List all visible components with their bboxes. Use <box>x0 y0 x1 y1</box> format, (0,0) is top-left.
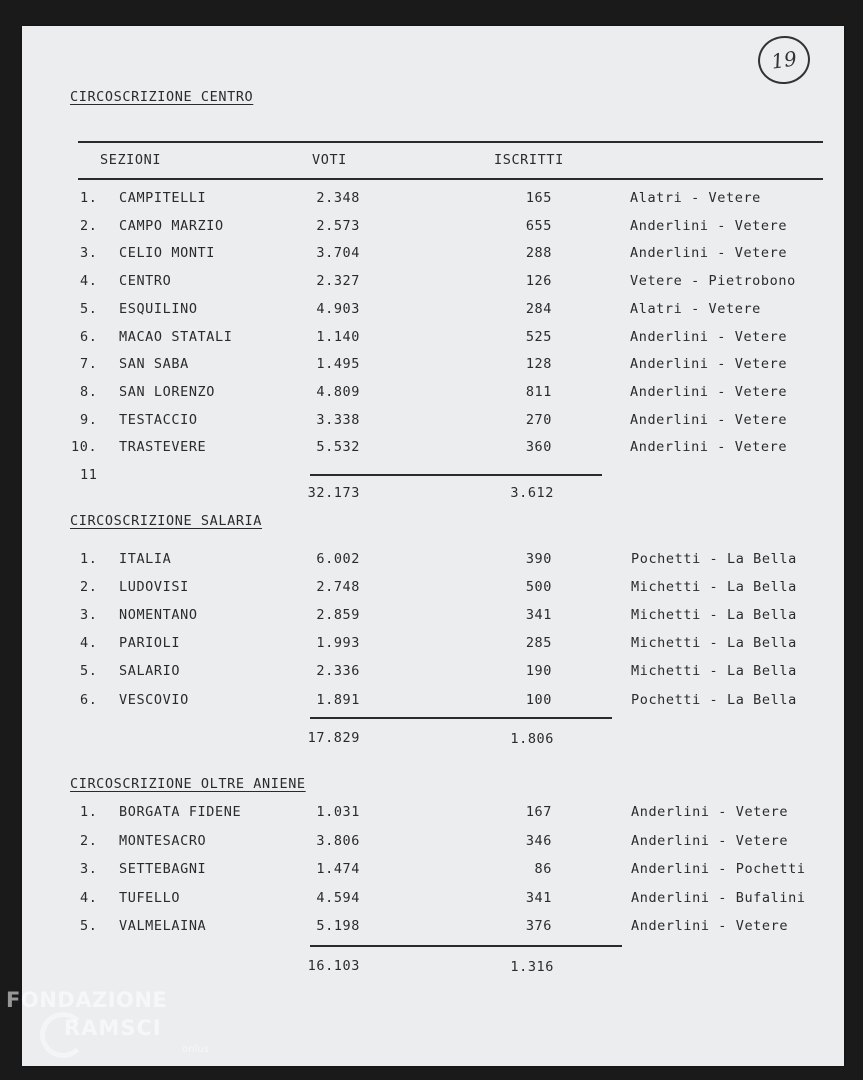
row-number: 11 <box>80 467 98 483</box>
iscritti-value: 167 <box>525 804 552 820</box>
candidates: Anderlini - Vetere <box>630 411 788 428</box>
voti-value: 4.594 <box>316 889 360 906</box>
voti-value: 2.327 <box>316 273 360 290</box>
candidates: Anderlini - Vetere <box>630 383 788 400</box>
total-rule <box>310 717 612 719</box>
candidates: Michetti - La Bella <box>631 579 797 596</box>
sezione-name: TUFELLO <box>119 889 181 906</box>
document-page <box>22 26 844 1066</box>
sezione-name: CAMPITELLI <box>119 190 207 206</box>
total-iscritti: 3.612 <box>510 485 554 501</box>
sezione-name: BORGATA FIDENE <box>119 804 242 820</box>
page-number: 19 <box>755 33 813 88</box>
voti-value: 1.474 <box>316 861 360 878</box>
iscritti-value: 126 <box>525 273 552 290</box>
logo-line-1: FONDAZIONE <box>6 988 168 1012</box>
candidates: Anderlini - Bufalini <box>631 889 806 906</box>
row-number: 4. <box>80 635 98 652</box>
total-voti: 17.829 <box>307 730 360 746</box>
candidates: Anderlini - Vetere <box>631 832 789 849</box>
sezione-name: TESTACCIO <box>119 411 198 428</box>
voti-value: 3.338 <box>316 411 360 428</box>
candidates: Anderlini - Vetere <box>631 918 789 935</box>
voti-value: 5.198 <box>316 918 360 935</box>
voti-value: 2.748 <box>316 579 360 596</box>
row-number: 3. <box>80 607 98 624</box>
sezione-name: MONTESACRO <box>119 832 207 849</box>
iscritti-value: 811 <box>525 383 552 400</box>
candidates: Michetti - La Bella <box>631 663 797 680</box>
sezione-name: NOMENTANO <box>119 607 198 624</box>
voti-value: 1.031 <box>316 804 360 820</box>
row-number: 3. <box>80 245 98 262</box>
sezione-name: CAMPO MARZIO <box>119 217 224 234</box>
iscritti-value: 525 <box>525 328 552 345</box>
voti-value: 5.532 <box>316 439 360 456</box>
sezione-name: PARIOLI <box>119 635 181 652</box>
candidates: Anderlini - Vetere <box>630 245 788 262</box>
sezione-name: SAN SABA <box>119 356 189 373</box>
iscritti-value: 288 <box>525 245 552 262</box>
voti-value: 6.002 <box>316 551 360 567</box>
iscritti-value: 341 <box>525 889 552 906</box>
row-number: 7. <box>80 356 98 373</box>
iscritti-value: 390 <box>525 551 552 567</box>
sezione-name: LUDOVISI <box>119 579 189 596</box>
iscritti-value: 360 <box>525 439 552 456</box>
total-rule <box>310 474 602 476</box>
sezione-name: SAN LORENZO <box>119 383 216 400</box>
row-number: 1. <box>80 804 98 820</box>
sezione-name: ITALIA <box>119 551 172 567</box>
voti-value: 3.704 <box>316 245 360 262</box>
row-number: 5. <box>80 663 98 680</box>
candidates: Pochetti - La Bella <box>631 691 797 708</box>
candidates: Pochetti - La Bella <box>631 551 797 567</box>
row-number: 6. <box>80 328 98 345</box>
column-header-iscritti: ISCRITTI <box>494 152 564 168</box>
logo-line-2: RAMSCI <box>64 1016 162 1040</box>
voti-value: 4.903 <box>316 300 360 317</box>
section-title-salaria: CIRCOSCRIZIONE SALARIA <box>70 513 263 529</box>
candidates: Anderlini - Vetere <box>630 328 788 345</box>
row-number: 8. <box>80 383 98 400</box>
row-number: 5. <box>80 300 98 317</box>
iscritti-value: 284 <box>525 300 552 317</box>
iscritti-value: 165 <box>525 190 552 206</box>
voti-value: 1.495 <box>316 356 360 373</box>
column-header-sezioni: SEZIONI <box>100 152 162 168</box>
candidates: Anderlini - Pochetti <box>631 861 806 878</box>
row-number: 5. <box>80 918 98 935</box>
voti-value: 1.891 <box>316 691 360 708</box>
total-voti: 32.173 <box>307 485 360 501</box>
voti-value: 1.140 <box>316 328 360 345</box>
sezione-name: MACAO STATALI <box>119 328 233 345</box>
iscritti-value: 376 <box>525 918 552 935</box>
sezione-name: SALARIO <box>119 663 181 680</box>
column-header-voti: VOTI <box>312 152 347 168</box>
sezione-name: ESQUILINO <box>119 300 198 317</box>
row-number: 2. <box>80 217 98 234</box>
section-title-centro: CIRCOSCRIZIONE CENTRO <box>70 89 254 105</box>
sezione-name: SETTEBAGNI <box>119 861 207 878</box>
iscritti-value: 128 <box>525 356 552 373</box>
row-number: 1. <box>80 190 98 206</box>
total-iscritti: 1.316 <box>510 959 554 975</box>
voti-value: 2.573 <box>316 217 360 234</box>
iscritti-value: 86 <box>534 861 552 878</box>
voti-value: 3.806 <box>316 832 360 849</box>
row-number: 6. <box>80 691 98 708</box>
row-number: 10. <box>71 439 98 456</box>
row-number: 1. <box>80 551 98 567</box>
row-number: 4. <box>80 889 98 906</box>
iscritti-value: 655 <box>525 217 552 234</box>
voti-value: 2.336 <box>316 663 360 680</box>
header-rule-top <box>78 141 823 143</box>
iscritti-value: 100 <box>525 691 552 708</box>
sezione-name: VESCOVIO <box>119 691 189 708</box>
iscritti-value: 500 <box>525 579 552 596</box>
voti-value: 2.348 <box>316 190 360 206</box>
sezione-name: TRASTEVERE <box>119 439 207 456</box>
candidates: Anderlini - Vetere <box>630 439 788 456</box>
section-title-oltre-aniene: CIRCOSCRIZIONE OLTRE ANIENE <box>70 776 306 792</box>
candidates: Anderlini - Vetere <box>631 804 789 820</box>
row-number: 4. <box>80 273 98 290</box>
sezione-name: CELIO MONTI <box>119 245 216 262</box>
total-voti: 16.103 <box>307 958 360 974</box>
row-number: 2. <box>80 579 98 596</box>
sezione-name: CENTRO <box>119 273 172 290</box>
header-rule-bottom <box>78 178 823 180</box>
logo-line-3: onlus <box>182 1044 209 1055</box>
candidates: Vetere - Pietrobono <box>630 273 796 290</box>
candidates: Alatri - Vetere <box>630 300 761 317</box>
row-number: 9. <box>80 411 98 428</box>
total-rule <box>310 945 622 947</box>
iscritti-value: 190 <box>525 663 552 680</box>
iscritti-value: 346 <box>525 832 552 849</box>
row-number: 2. <box>80 832 98 849</box>
iscritti-value: 341 <box>525 607 552 624</box>
iscritti-value: 285 <box>525 635 552 652</box>
sezione-name: VALMELAINA <box>119 918 207 935</box>
total-iscritti: 1.806 <box>510 731 554 747</box>
candidates: Michetti - La Bella <box>631 607 797 624</box>
candidates: Alatri - Vetere <box>630 190 761 206</box>
candidates: Anderlini - Vetere <box>630 217 788 234</box>
voti-value: 2.859 <box>316 607 360 624</box>
candidates: Anderlini - Vetere <box>630 356 788 373</box>
candidates: Michetti - La Bella <box>631 635 797 652</box>
voti-value: 4.809 <box>316 383 360 400</box>
voti-value: 1.993 <box>316 635 360 652</box>
row-number: 3. <box>80 861 98 878</box>
iscritti-value: 270 <box>525 411 552 428</box>
